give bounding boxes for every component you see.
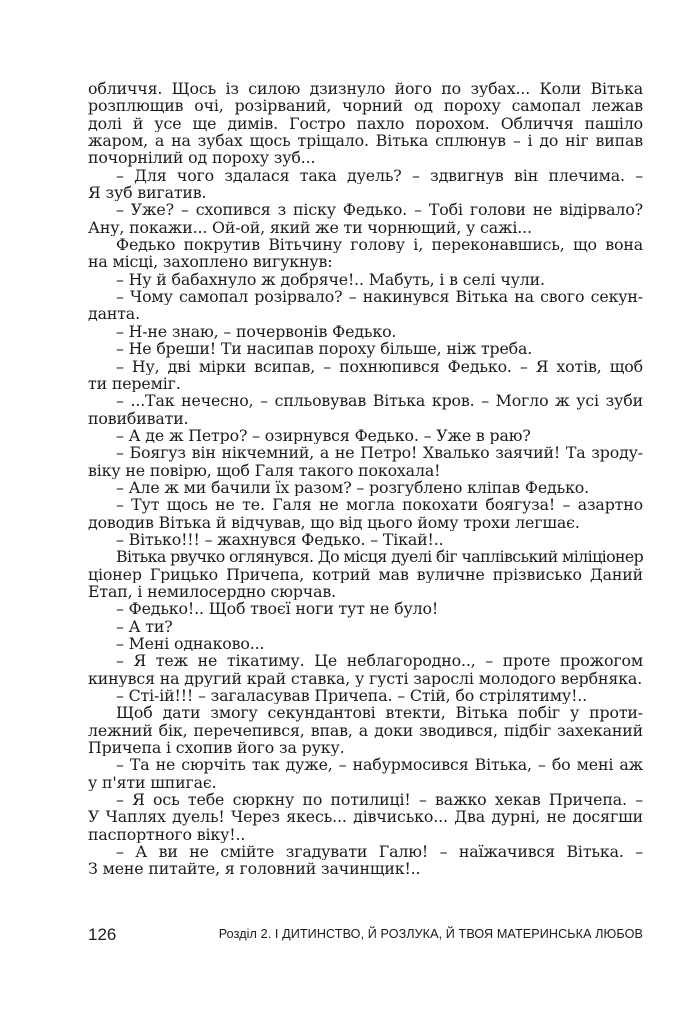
text-line: – А ти?	[116, 617, 173, 635]
text-line: віку не повірю, щоб Галя такого покохала!	[88, 461, 441, 479]
text-line: – Я ось тебе сюркну по потилиці! – важко хекав Причепа. –	[116, 791, 643, 809]
text-line: – Уже? – схопився з піску Федько. – Тобі голови не відірвало?	[116, 201, 643, 219]
text-line: – Для чого здалася така дуель? – здвигнув він плечима. –	[116, 166, 643, 185]
text-line: – Ну, дві мірки всипав, – похнюпився Федько. – Я хотів, щоб	[116, 357, 643, 375]
text-line: – Тут щось не те. Галя не могла покохати боягуза! – азартно	[116, 496, 643, 514]
text-line: Вітька рвучко оглянувся. До місця дуелі біг чаплівський міліціонер	[116, 548, 643, 566]
text-line: Щоб дати змогу секундантові втекти, Вітька побіг у проти-	[116, 704, 643, 722]
text-line: Федько покрутив Вітьчину голову і, переконавшись, що вона	[116, 236, 643, 254]
text-line: З мене питайте, я головний зачинщик!..	[88, 860, 421, 878]
text-line: – Я теж не тікатиму. Це неблагородно.., – проте прожогом	[116, 652, 643, 670]
text-line: – Але ж ми бачили їх разом? – розгублено кліпав Федько.	[116, 478, 590, 497]
text-line: долі й усе ще димів. Гостро пахло порохом. Обличчя пашіло	[88, 114, 643, 133]
text-line: доводив Вітька й відчував, що від цього йому трохи легшає.	[88, 513, 580, 531]
text-line: – Не бреши! Ти насипав пороху більше, ніж треба.	[116, 340, 533, 358]
text-line: Ану, покажи... Ой-ой, який же ти чорнющий, у сажі...	[88, 218, 532, 237]
text-line: ціонер Грицько Причепа, котрий мав вуличне прізвисько Даний	[88, 565, 643, 583]
text-line: лежний бік, перечепився, впав, а доки зводився, підбіг захеканий	[88, 721, 643, 740]
text-line: обличчя. Щось із силою дзизнуло його по зубах... Коли Вітька	[88, 80, 643, 98]
text-line: – Н-не знаю, – почервонів Федько.	[116, 322, 397, 341]
text-line: у п'яти шпигає.	[88, 773, 217, 792]
text-line: на місці, захоплено вигукнув:	[88, 253, 333, 271]
body-text	[88, 80, 643, 878]
text-line: Причепа і схопив його за руку.	[88, 739, 345, 757]
text-line: – Та не сюрчіть так дуже, – набурмосився Вітька, – бо мені аж	[116, 756, 643, 774]
text-line: почорнілий од пороху зуб...	[88, 149, 316, 167]
running-head: Розділ 2. І ДИТИНСТВО, Й РОЗЛУКА, Й ТВОЯ МАТЕРИНСЬКА ЛЮБОВ	[218, 927, 643, 941]
page-number: 126	[88, 925, 117, 944]
text-line: ти переміг.	[88, 374, 181, 393]
text-line: – Федько!.. Щоб твоєї ноги тут не було!	[116, 600, 439, 618]
text-line: данта.	[88, 305, 140, 323]
text-line: Етап, і немилосердно сюрчав.	[88, 582, 336, 601]
text-line: – Вітько!!! – жахнувся Федько. – Тікай!..	[116, 530, 444, 549]
text-line: – А ви не смійте згадувати Галю! – наїжачився Вітька. –	[116, 843, 643, 861]
text-line: Я зуб вигатив.	[88, 184, 207, 202]
text-line: кинувся на другий край ставка, у густі зарослі молодого вербняка.	[88, 669, 643, 688]
text-line: – Сті-ій!!! – загаласував Причепа. – Стій, бо стрілятиму!..	[116, 687, 588, 705]
text-line: – ...Так нечесно, – спльовував Вітька кров. – Могло ж усі зуби	[116, 392, 643, 410]
text-line: – Ну й бабахнуло ж добряче!.. Мабуть, і в селі чули.	[116, 270, 545, 289]
text-line: жаром, а на зубах щось тріщало. Вітька сплюнув – і до ніг випав	[88, 132, 643, 150]
text-line: паспортного віку!..	[88, 825, 246, 844]
page-footer	[88, 925, 643, 945]
text-line: – Чому самопал розірвало? – накинувся Вітька на свого секун-	[116, 288, 643, 306]
text-line: – Боягуз він нікчемний, а не Петро! Хвалько заячий! Та зроду-	[116, 444, 643, 462]
text-line: повибивати.	[88, 409, 189, 427]
text-line: – А де ж Петро? – озирнувся Федько. – Уже в раю?	[116, 426, 531, 445]
text-line: – Мені однаково...	[116, 635, 265, 653]
text-line: розплющив очі, розірваний, чорний од пороху самопал лежав	[88, 97, 643, 115]
text-line: У Чаплях дуель! Через якесь... дівчисько... Два дурні, не досягши	[88, 808, 643, 826]
